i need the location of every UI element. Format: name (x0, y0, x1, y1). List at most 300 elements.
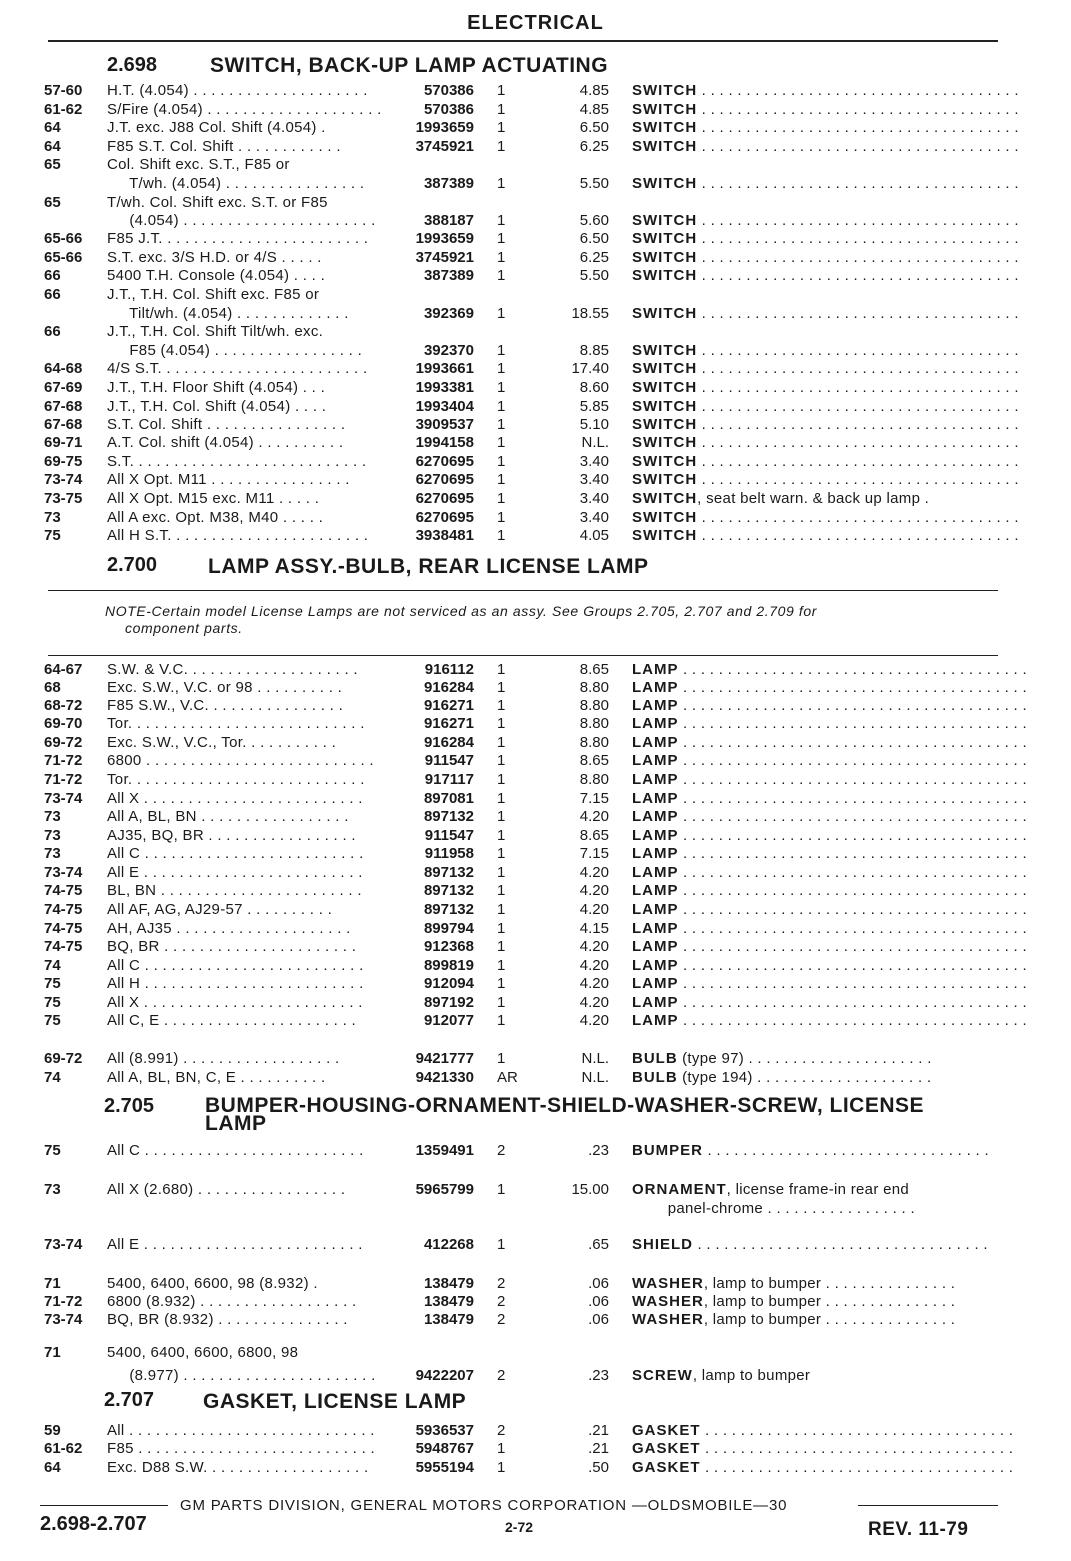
part-name-bold: SWITCH (632, 119, 698, 136)
part-number: 911547 (424, 752, 474, 769)
table-row (0, 1292, 1071, 1311)
part-name-bold: SWITCH (632, 416, 698, 433)
part-number: 916112 (424, 661, 474, 678)
price: 8.65 (579, 752, 609, 769)
part-description: . . . . . . . . . . . . . . . . . . . . . . . . . . . . . . . . . . . . (697, 527, 1019, 544)
part-name (632, 359, 1019, 378)
part-description: . . . . . . . . . . . . . . . . . . . . . . . . . . . . . . . . . . . . . . . (678, 882, 1027, 899)
model-year: 69-72 (44, 734, 83, 751)
price: 8.80 (579, 679, 609, 696)
model-year: 64-68 (44, 360, 83, 377)
part-number: 3938481 (415, 527, 474, 544)
part-description: . . . . . . . . . . . . . . . . . . . . . . . . . . . . . . . . . . . . . . . (678, 808, 1027, 825)
part-number: 5955194 (415, 1459, 474, 1476)
part-name-bold: GASKET (632, 1422, 701, 1439)
part-number: 387389 (423, 175, 474, 192)
model-year: 66 (44, 286, 61, 303)
table-row (0, 137, 1071, 156)
price: 15.00 (571, 1181, 609, 1198)
quantity: 2 (497, 1422, 506, 1439)
quantity: 1 (497, 267, 506, 284)
table-row (0, 1343, 1071, 1362)
price: 5.85 (579, 398, 609, 415)
part-name (632, 844, 1027, 863)
part-name (632, 266, 1019, 285)
quantity: 1 (497, 882, 506, 899)
part-name (632, 137, 1019, 156)
quantity: 1 (497, 679, 506, 696)
price: 8.80 (579, 734, 609, 751)
price: 4.20 (579, 938, 609, 955)
quantity: 1 (497, 360, 506, 377)
part-name-bold: SWITCH (632, 267, 698, 284)
application: T/wh. (4.054) . . . . . . . . . . . . . . . . (107, 175, 365, 192)
application: 5400, 6400, 6600, 6800, 98 (107, 1344, 299, 1361)
section-number-2700: 2.700 (107, 554, 158, 576)
application: 4/S S.T. . . . . . . . . . . . . . . . . . . . . . . . (107, 360, 368, 377)
model-year: 71-72 (44, 771, 83, 788)
section-title-2705-line2: LAMP (205, 1112, 267, 1135)
price: .06 (588, 1293, 609, 1310)
application: F85 (4.054) . . . . . . . . . . . . . . . . . (107, 342, 363, 359)
part-description: . . . . . . . . . . . . . . . . . . . . . . . . . . . . . . . . . . . . (697, 138, 1019, 155)
application: All C, E . . . . . . . . . . . . . . . . . . . . . . (107, 1012, 356, 1029)
footer-right-rule (858, 1505, 998, 1506)
application: Tilt/wh. (4.054) . . . . . . . . . . . . . (107, 305, 349, 322)
part-name-bold: LAMP (632, 938, 679, 955)
part-name (632, 696, 1027, 715)
table-row (0, 322, 1071, 341)
model-year: 64-67 (44, 661, 83, 678)
quantity: 1 (497, 471, 506, 488)
price: .23 (588, 1142, 609, 1159)
model-year: 75 (44, 975, 61, 992)
quantity: 1 (497, 734, 506, 751)
quantity: 1 (497, 416, 506, 433)
model-year: 71 (44, 1275, 61, 1292)
part-name-bold: LAMP (632, 957, 679, 974)
application: J.T., T.H. Col. Shift Tilt/wh. exc. (107, 323, 324, 340)
application: All X (2.680) . . . . . . . . . . . . . . . . . (107, 1181, 346, 1198)
table-row (0, 1068, 1071, 1087)
model-year: 64 (44, 1459, 61, 1476)
part-name (632, 678, 1027, 697)
application: All X Opt. M11 . . . . . . . . . . . . . . . . (107, 471, 350, 488)
part-number: 138479 (423, 1311, 474, 1328)
quantity: 1 (497, 119, 506, 136)
application: All A, BL, BN . . . . . . . . . . . . . . . . . (107, 808, 349, 825)
application: A.T. Col. shift (4.054) . . . . . . . . . . (107, 434, 344, 451)
table-row (0, 489, 1071, 508)
quantity: 1 (497, 1181, 506, 1198)
table-row (0, 81, 1071, 100)
quantity: 1 (497, 1050, 506, 1067)
part-name-bold: LAMP (632, 901, 679, 918)
application: All C . . . . . . . . . . . . . . . . . . . . . . . . . (107, 845, 364, 862)
part-name (632, 1141, 992, 1160)
part-number: 1993404 (415, 398, 474, 415)
part-name (632, 470, 1019, 489)
part-description: . . . . . . . . . . . . . . . . . . . . . . . . . . . . . . . . . . . . (697, 305, 1019, 322)
model-year: 73-74 (44, 864, 83, 881)
quantity: 2 (497, 1293, 506, 1310)
part-name (632, 415, 1019, 434)
application: (4.054) . . . . . . . . . . . . . . . . . . . . . . (107, 212, 376, 229)
model-year: 73 (44, 845, 61, 862)
price: .06 (588, 1275, 609, 1292)
part-description: . . . . . . . . . . . . . . . . . . . . . . . . . . . . . . . . . . . (700, 1459, 1014, 1476)
part-number: 916284 (423, 734, 474, 751)
table-row (0, 100, 1071, 119)
quantity: 1 (497, 790, 506, 807)
part-number: 388187 (423, 212, 474, 229)
model-year: 67-68 (44, 398, 83, 415)
part-number: 897132 (423, 864, 474, 881)
table-row (0, 974, 1071, 993)
model-year: 73-74 (44, 1311, 83, 1328)
application: F85 S.W., V.C. . . . . . . . . . . . . . . . (107, 697, 344, 714)
price: 4.85 (579, 101, 609, 118)
model-year: 74 (44, 957, 61, 974)
part-name-bold: LAMP (632, 752, 679, 769)
page-title: ELECTRICAL (467, 12, 604, 34)
table-row (0, 1180, 1071, 1199)
application: Tor. . . . . . . . . . . . . . . . . . . . . . . . . . . (107, 771, 365, 788)
table-row (0, 1235, 1071, 1254)
application: All E . . . . . . . . . . . . . . . . . . . . . . . . . (107, 1236, 363, 1253)
price: 6.50 (579, 119, 609, 136)
table-row (0, 956, 1071, 975)
part-name (632, 341, 1019, 360)
application: All X . . . . . . . . . . . . . . . . . . . . . . . . . (107, 790, 363, 807)
model-year: 68 (44, 679, 61, 696)
quantity: 1 (497, 715, 506, 732)
part-name-bold: GASKET (632, 1459, 701, 1476)
part-name (632, 229, 1019, 248)
part-name-bold: SWITCH (632, 509, 698, 526)
part-name (632, 919, 1027, 938)
price: 4.20 (579, 901, 609, 918)
model-year: 68-72 (44, 697, 83, 714)
application: S.T. exc. 3/S H.D. or 4/S . . . . . (107, 249, 322, 266)
part-description: . . . . . . . . . . . . . . . . . . . . . . . . . . . . . . . . . . . . . . . (678, 994, 1027, 1011)
part-description: . . . . . . . . . . . . . . . . . . . . . . . . . . . . . . . . . . . . . . . (678, 864, 1027, 881)
part-number: 3745921 (415, 249, 474, 266)
part-name-bold: WASHER (632, 1293, 704, 1310)
part-number: 138479 (423, 1293, 474, 1310)
part-description: . . . . . . . . . . . . . . . . . . . . . . . . . . . . . . . . . . . . (697, 119, 1019, 136)
part-name (632, 974, 1027, 993)
part-name-bold: SWITCH (632, 342, 698, 359)
section-title-2700: LAMP ASSY.-BULB, REAR LICENSE LAMP (208, 555, 649, 578)
part-name (632, 1199, 992, 1218)
part-description: . . . . . . . . . . . . . . . . . . . . . . . . . . . . . . . . . . . . . . . (678, 1012, 1027, 1029)
quantity: 1 (497, 864, 506, 881)
part-name-bold: LAMP (632, 679, 679, 696)
section-title-2705 (205, 1094, 925, 1135)
part-name (632, 807, 1027, 826)
model-year: 71 (44, 1344, 61, 1361)
part-description: . . . . . . . . . . . . . . . . . . . . . . . . . . . . . . . . . . . . . . . (678, 957, 1027, 974)
price: 4.05 (579, 527, 609, 544)
quantity: 1 (497, 175, 506, 192)
part-number: 392370 (423, 342, 474, 359)
part-name (632, 770, 1027, 789)
quantity: 1 (497, 138, 506, 155)
price: 7.15 (579, 845, 609, 862)
application: All C . . . . . . . . . . . . . . . . . . . . . . . . . (107, 1142, 364, 1159)
note-line-1: NOTE-Certain model License Lamps are not serviced as an assy. See Groups 2.705, 2.707 and 2.709 for (105, 603, 818, 619)
part-name (632, 526, 1019, 545)
part-number: 1359491 (415, 1142, 474, 1159)
application: BQ, BR (8.932) . . . . . . . . . . . . . . . (107, 1311, 348, 1328)
price: .23 (588, 1367, 609, 1384)
part-description: , lamp to bumper . . . . . . . . . . . . . . . (703, 1293, 956, 1310)
model-year: 65 (44, 194, 61, 211)
part-number: 1993659 (415, 119, 474, 136)
quantity: 1 (497, 1459, 506, 1476)
price: 8.65 (579, 661, 609, 678)
application: AH, AJ35 . . . . . . . . . . . . . . . . . . . . (107, 920, 351, 937)
part-number: 3909537 (415, 416, 474, 433)
price: 8.65 (579, 827, 609, 844)
application: S.T. Col. Shift . . . . . . . . . . . . . . . . (107, 416, 346, 433)
quantity: 1 (497, 249, 506, 266)
quantity: 1 (497, 1440, 506, 1457)
quantity: 1 (497, 230, 506, 247)
table-row (0, 1141, 1071, 1160)
part-name-bold: LAMP (632, 808, 679, 825)
price: 4.85 (579, 82, 609, 99)
section-title-2698: SWITCH, BACK-UP LAMP ACTUATING (210, 54, 609, 77)
part-name-bold: LAMP (632, 882, 679, 899)
table-row (0, 415, 1071, 434)
table-row (0, 993, 1071, 1012)
part-name-bold: SCREW (632, 1367, 693, 1384)
part-name-bold: SHIELD (632, 1236, 694, 1253)
model-year: 69-70 (44, 715, 83, 732)
part-description: , lamp to bumper (692, 1367, 811, 1384)
price: 18.55 (571, 305, 609, 322)
part-description: , seat belt warn. & back up lamp . (697, 490, 930, 507)
application: 5400, 6400, 6600, 98 (8.932) . (107, 1275, 318, 1292)
price: 5.60 (579, 212, 609, 229)
model-year: 59 (44, 1422, 61, 1439)
part-name (632, 863, 1027, 882)
price: 8.60 (579, 379, 609, 396)
table-row (0, 433, 1071, 452)
application: All X Opt. M15 exc. M11 . . . . . (107, 490, 320, 507)
part-description: . . . . . . . . . . . . . . . . . . . . . . . . . . . . . . . . . . . . . . . (678, 715, 1027, 732)
part-name (632, 1292, 992, 1311)
table-row (0, 285, 1071, 304)
part-name (632, 900, 1027, 919)
part-description: . . . . . . . . . . . . . . . . . . . . . . . . . . . . . . . . . . . . . . . (678, 771, 1027, 788)
part-number: 9421330 (415, 1069, 474, 1086)
application: S.W. & V.C. . . . . . . . . . . . . . . . . . . . (107, 661, 358, 678)
part-name-bold: LAMP (632, 1012, 679, 1029)
part-description: . . . . . . . . . . . . . . . . . . . . . . . . . . . . . . . . . . . (700, 1422, 1014, 1439)
note-top-rule (48, 590, 998, 591)
part-number: 5948767 (415, 1440, 474, 1457)
part-description: , lamp to bumper . . . . . . . . . . . . . . . (703, 1275, 956, 1292)
part-name-bold: SWITCH (632, 175, 698, 192)
quantity: 2 (497, 1275, 506, 1292)
table-row (0, 341, 1071, 360)
part-name-bold: SWITCH (632, 527, 698, 544)
price: 4.20 (579, 994, 609, 1011)
application: J.T. exc. J88 Col. Shift (4.054) . (107, 119, 326, 136)
application: 5400 T.H. Console (4.054) . . . . (107, 267, 326, 284)
application: F85 S.T. Col. Shift . . . . . . . . . . . . (107, 138, 341, 155)
part-name-bold: SWITCH (632, 82, 698, 99)
part-name (632, 1011, 1027, 1030)
section-number-2705: 2.705 (104, 1095, 155, 1117)
application: AJ35, BQ, BR . . . . . . . . . . . . . . . . . (107, 827, 356, 844)
part-name-bold: SWITCH (632, 434, 698, 451)
part-description: . . . . . . . . . . . . . . . . . . . . . . . . . . . . . . . . . . . . . . . (678, 920, 1027, 937)
part-name-bold: LAMP (632, 920, 679, 937)
part-name (632, 489, 992, 508)
price: 8.85 (579, 342, 609, 359)
part-name (632, 100, 1019, 119)
table-row (0, 452, 1071, 471)
table-row (0, 789, 1071, 808)
model-year: 64 (44, 138, 61, 155)
model-year: 57-60 (44, 82, 83, 99)
model-year: 73-74 (44, 1236, 83, 1253)
part-name (632, 452, 1019, 471)
part-name-bold: LAMP (632, 994, 679, 1011)
part-description: . . . . . . . . . . . . . . . . . . . . . . . . . . . . . . . . . . . . (697, 360, 1019, 377)
part-number: 911547 (424, 827, 474, 844)
model-year: 73 (44, 808, 61, 825)
price: 4.20 (579, 1012, 609, 1029)
part-number: 917117 (424, 771, 474, 788)
model-year: 75 (44, 1142, 61, 1159)
part-name (632, 1366, 992, 1385)
part-name (632, 1458, 1014, 1477)
table-row (0, 1421, 1071, 1440)
table-row (0, 193, 1071, 212)
table-row (0, 378, 1071, 397)
model-year: 69-75 (44, 453, 83, 470)
part-description: . . . . . . . . . . . . . . . . . . . . . . . . . . . . . . . . . . . . . . . (678, 938, 1027, 955)
price: 3.40 (579, 509, 609, 526)
model-year: 73-74 (44, 471, 83, 488)
part-name (632, 118, 1019, 137)
application: BQ, BR . . . . . . . . . . . . . . . . . . . . . . (107, 938, 357, 955)
quantity: 1 (497, 490, 506, 507)
part-number: 570386 (423, 101, 474, 118)
quantity: 1 (497, 957, 506, 974)
part-number: 9422207 (415, 1367, 474, 1384)
table-row (0, 174, 1071, 193)
part-name (632, 751, 1027, 770)
application: All AF, AG, AJ29-57 . . . . . . . . . . (107, 901, 333, 918)
section-number-2707: 2.707 (104, 1389, 155, 1411)
table-row (0, 826, 1071, 845)
price: 8.80 (579, 697, 609, 714)
quantity: 1 (497, 994, 506, 1011)
footer-group-range: 2.698-2.707 (40, 1513, 147, 1535)
price: 7.15 (579, 790, 609, 807)
part-name-bold: LAMP (632, 975, 679, 992)
part-description: . . . . . . . . . . . . . . . . . . . . . . . . . . . . . . . . . . . . . . . (678, 661, 1027, 678)
application: F85 J.T. . . . . . . . . . . . . . . . . . . . . . . . (107, 230, 369, 247)
footer-left-rule (40, 1505, 168, 1506)
price: N.L. (581, 1050, 609, 1067)
table-row (0, 714, 1071, 733)
part-description: panel-chrome . . . . . . . . . . . . . . . . . (632, 1200, 915, 1217)
footer-page-number: 2-72 (505, 1519, 534, 1535)
quantity: 1 (497, 845, 506, 862)
part-name-bold: SWITCH (632, 471, 698, 488)
quantity: 1 (497, 101, 506, 118)
part-name (632, 1421, 1014, 1440)
part-number: 3745921 (415, 138, 474, 155)
part-number: 5965799 (415, 1181, 474, 1198)
price: .50 (588, 1459, 609, 1476)
part-description: . . . . . . . . . . . . . . . . . . . . . . . . . . . . . . . . . . . . . . . (678, 752, 1027, 769)
part-name (632, 881, 1027, 900)
title-rule (48, 40, 998, 42)
part-number: 911958 (424, 845, 474, 862)
part-description: . . . . . . . . . . . . . . . . . . . . . . . . . . . . . . . . . (693, 1236, 988, 1253)
application: S/Fire (4.054) . . . . . . . . . . . . . . . . . . . . (107, 101, 382, 118)
application: All (8.991) . . . . . . . . . . . . . . . . . . (107, 1050, 340, 1067)
model-year: 61-62 (44, 1440, 83, 1457)
price: 8.80 (579, 771, 609, 788)
price: 5.50 (579, 267, 609, 284)
part-description: . . . . . . . . . . . . . . . . . . . . . . . . . . . . . . . . . . . . . . . (678, 827, 1027, 844)
quantity: 1 (497, 808, 506, 825)
part-description: , lamp to bumper . . . . . . . . . . . . . . . (703, 1311, 956, 1328)
quantity: 1 (497, 527, 506, 544)
table-row (0, 470, 1071, 489)
footer-revision: REV. 11-79 (868, 1519, 969, 1540)
table-row (0, 919, 1071, 938)
part-description: , license frame-in rear end (726, 1181, 910, 1198)
quantity: 1 (497, 901, 506, 918)
part-description: . . . . . . . . . . . . . . . . . . . . . . . . . . . . . . . . . . . . (697, 434, 1019, 451)
quantity: 2 (497, 1367, 506, 1384)
price: 4.20 (579, 957, 609, 974)
price: .21 (588, 1422, 609, 1439)
table-row (0, 751, 1071, 770)
price: 17.40 (571, 360, 609, 377)
price: .21 (588, 1440, 609, 1457)
part-name-bold: LAMP (632, 790, 679, 807)
application: T/wh. Col. Shift exc. S.T. or F85 (107, 194, 328, 211)
part-name (632, 248, 1019, 267)
part-number: 6270695 (415, 490, 474, 507)
note-line-2: component parts. (125, 620, 243, 636)
footer-publisher: GM PARTS DIVISION, GENERAL MOTORS CORPORATION —OLDSMOBILE—30 (180, 1497, 788, 1514)
quantity: 1 (497, 752, 506, 769)
part-name (632, 1274, 992, 1293)
part-number: 138479 (423, 1275, 474, 1292)
table-row (0, 1011, 1071, 1030)
part-number: 5936537 (415, 1422, 474, 1439)
part-name-bold: SWITCH (632, 138, 698, 155)
section-title-2705-line1: BUMPER-HOUSING-ORNAMENT-SHIELD-WASHER-SCREW, LICENSE (205, 1094, 925, 1117)
table-row (0, 229, 1071, 248)
application: All X . . . . . . . . . . . . . . . . . . . . . . . . . (107, 994, 363, 1011)
price: 4.15 (579, 920, 609, 937)
quantity: 2 (497, 1311, 506, 1328)
part-description: (type 97) . . . . . . . . . . . . . . . . . . . . . (677, 1050, 932, 1067)
